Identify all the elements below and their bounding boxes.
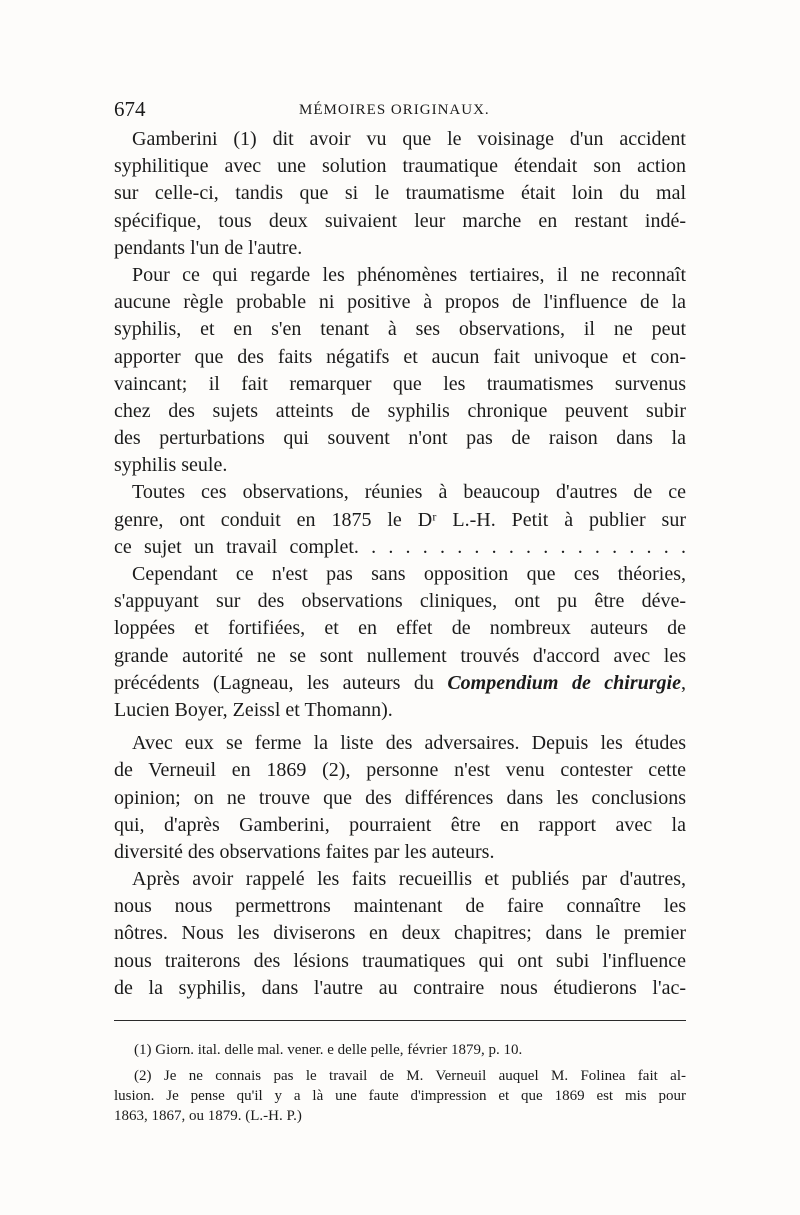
text-line: Gamberini (1) dit avoir vu que le voisinage d'un accident [132, 128, 686, 150]
text-line: opinion; on ne trouve que des différences dans les conclusions [114, 786, 686, 809]
text-line: chez des sujets atteints de syphilis chronique peuvent subir [114, 399, 686, 422]
text-line: aucune règle probable ni positive à propos de l'influence de la [114, 291, 686, 314]
body-text [114, 126, 686, 1002]
italic-title: Compendium de chirurgie [447, 671, 681, 694]
text-line: syphilis seule. [114, 454, 228, 477]
text-line: loppées et fortifiées, et en effet de nombreux auteurs de [114, 617, 686, 640]
page-number: 674 [114, 97, 146, 121]
text-line: vaincant; il fait remarquer que les traumatismes survenus [114, 372, 686, 395]
text-fragment: précédents (Lagneau, les auteurs du [114, 671, 448, 694]
text-line: des perturbations qui souvent n'ont pas de raison dans la [114, 427, 686, 450]
text-line: syphilis, et en s'en tenant à ses observations, il ne peut [114, 318, 686, 341]
text-line: Cependant ce n'est pas sans opposition que ces théories, [132, 563, 686, 585]
text-line: nôtres. Nous les diviserons en deux chapitres; dans le premier [114, 922, 686, 945]
text-line: genre, ont conduit en 1875 le Dʳ L.-H. Petit à publier sur [114, 508, 686, 531]
text-line [114, 670, 686, 697]
text-line: Toutes ces observations, réunies à beaucoup d'autres de ce [132, 481, 686, 504]
text-line: nous traiterons des lésions traumatiques qui ont subi l'influence [114, 949, 686, 972]
footnotes [114, 1040, 686, 1126]
page-header [114, 94, 686, 124]
text-line: ce sujet un travail complet. . . . . . . . . . . . . . . . . . . . [114, 535, 686, 558]
footnote-divider [114, 1020, 686, 1021]
running-title: MÉMOIRES ORIGINAUX. [299, 102, 490, 118]
text-line: qui, d'après Gamberini, pourraient être en rapport avec la [114, 813, 686, 836]
text-line: Pour ce qui regarde les phénomènes tertiaires, il ne reconnaît [132, 263, 686, 286]
text-line: Avec eux se ferme la liste des adversaires. Depuis les études [132, 732, 686, 755]
text-line: de Verneuil en 1869 (2), personne n'est venu contester cette [114, 759, 686, 782]
footnote-1: (1) Giorn. ital. delle mal. vener. e delle pelle, février 1879, p. 10. [134, 1042, 523, 1058]
text-line: Après avoir rappelé les faits recueillis et publiés par d'autres, [132, 868, 686, 891]
text-line: spécifique, tous deux suivaient leur marche en restant indé- [114, 209, 686, 232]
text-line: nous nous permettrons maintenant de faire connaître les [114, 895, 686, 918]
text-line: syphilitique avec une solution traumatique étendait son action [114, 155, 686, 178]
text-line: sur celle-ci, tandis que si le traumatisme était loin du mal [114, 182, 686, 205]
text-line: de la syphilis, dans l'autre au contraire nous étudierons l'ac- [114, 976, 686, 999]
text-line: pendants l'un de l'autre. [114, 236, 303, 259]
footnote-2-line: (2) Je ne connais pas le travail de M. Verneuil auquel M. Folinea fait al- [134, 1068, 686, 1084]
text-line: Lucien Boyer, Zeissl et Thomann). [114, 698, 393, 721]
text-fragment: , [680, 671, 686, 694]
footnote-2-line: lusion. Je pense qu'il y a là une faute d'impression et que 1869 est mis pour [114, 1088, 686, 1104]
text-line: apporter que des faits négatifs et aucun fait univoque et con- [114, 345, 686, 368]
text-line: diversité des observations faites par les auteurs. [114, 840, 495, 863]
text-line: s'appuyant sur des observations cliniques, ont pu être déve- [114, 590, 686, 613]
text-line: grande autorité ne se sont nullement trouvés d'accord avec les [114, 644, 686, 667]
footnote-2-line: 1863, 1867, ou 1879. (L.-H. P.) [114, 1108, 302, 1124]
